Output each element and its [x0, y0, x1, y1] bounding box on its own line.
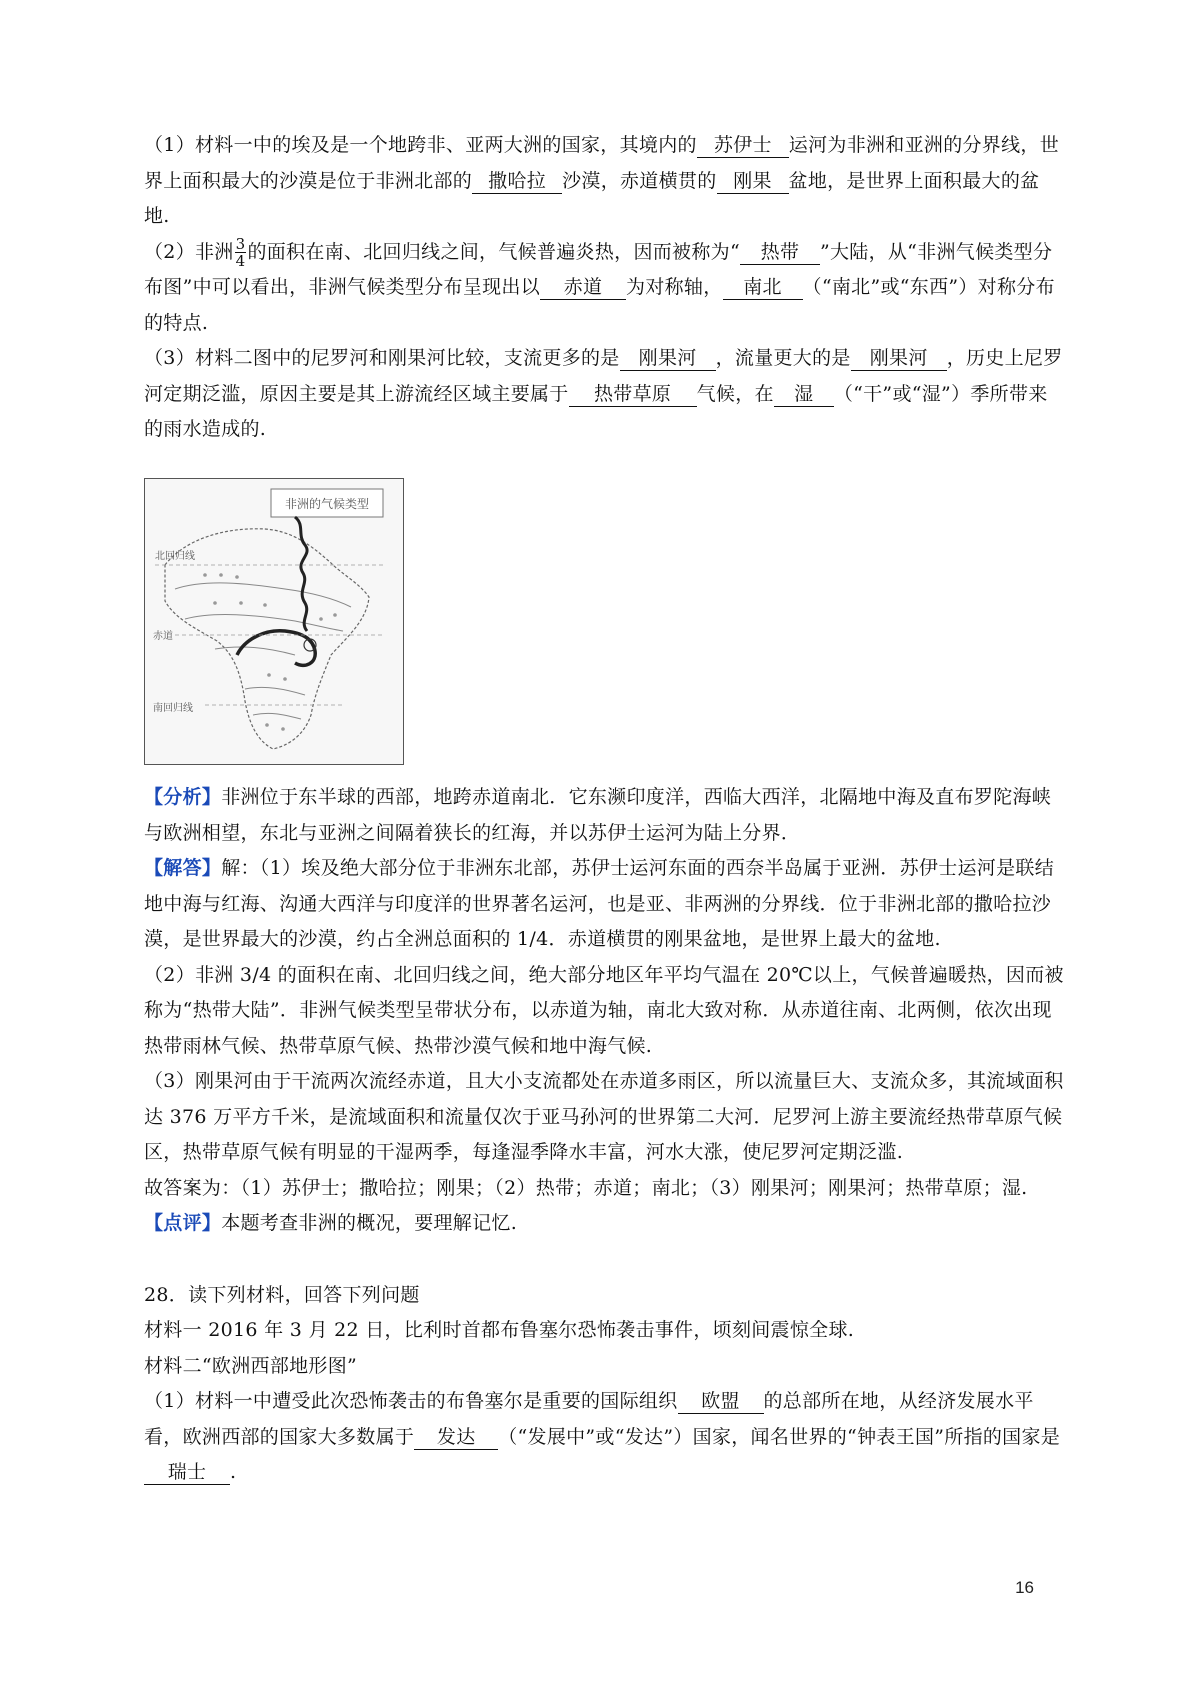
sub-question-3 — [144, 341, 1064, 448]
text: 气候，在 — [696, 382, 774, 405]
question-28-title: 28．读下列材料，回答下列问题 — [144, 1283, 420, 1306]
text: 运河为非洲和亚洲的分界线，世界上面积最大的沙漠是位于非洲北部的 — [144, 134, 1059, 192]
sub-question-2 — [144, 235, 1064, 342]
tropic-south-label: 南回归线 — [153, 703, 193, 714]
answer-blank: 刚果河 — [851, 346, 947, 371]
analysis-text: 非洲位于东半球的西部，地跨赤道南北．它东濒印度洋，西临大西洋，北隔地中海及直布罗陀海峡与欧洲相望，东北与亚洲之间隔着狭长的红海，并以苏伊士运河为陆上分界． — [144, 786, 1052, 844]
page-number: 16 — [1015, 1578, 1034, 1597]
text: （“干”或“湿”）季所带来的雨水造成的. — [144, 382, 1048, 440]
answer-blank: 赤道 — [540, 275, 626, 300]
answer-blank: 湿 — [774, 382, 834, 407]
answer-blank: 瑞士 — [144, 1460, 230, 1485]
text: （3）材料二图中的尼罗河和刚果河比较，支流更多的是 — [144, 347, 620, 369]
answer-paragraph-1 — [144, 851, 1064, 958]
answer-summary: 故答案为：（1）苏伊士；撒哈拉；刚果；（2）热带；赤道；南北；（3）刚果河；刚果河；热带草原；湿. — [144, 1176, 1028, 1199]
equator-label: 赤道 — [153, 631, 173, 642]
analysis-tag: 【分析】 — [144, 786, 222, 808]
fraction — [235, 236, 247, 269]
answer-blank: 刚果河 — [620, 346, 716, 371]
answer-blank: 热带草原 — [569, 382, 697, 407]
answer-paragraph-3: （3）刚果河由于干流两次流经赤道，且大小支流都处在赤道多雨区，所以流量巨大、支流众多，其流域面积达 376 万平方千米，是流域面积和流量仅次于亚马孙河的世界第二大河．尼罗河上游主要流经热带草原气候区，热带草原气候有明显的干湿两季，每逢湿季降水丰富，河水大涨，使尼罗河定期泛滥. — [144, 1070, 1064, 1163]
answer-blank: 南北 — [723, 275, 803, 300]
sub-question-1 — [144, 128, 1064, 235]
text: （2）非洲 — [144, 240, 234, 263]
answer-paragraph-2: （2）非洲 3/4 的面积在南、北回归线之间，绝大部分地区年平均气温在 20℃以上，气候普遍暖热，因而被称为“热带大陆”．非洲气候类型呈带状分布，以赤道为轴，南北大致对称．从赤道往南、北两侧，依次出现热带雨林气候、热带草原气候、热带沙漠气候和地中海气候. — [144, 963, 1064, 1057]
answer-blank: 欧盟 — [678, 1389, 764, 1414]
answer-text: 解：（1）埃及绝大部分位于非洲东北部，苏伊士运河东面的西奈半岛属于亚洲．苏伊士运河是联结地中海与红海、沟通大西洋与印度洋的世界著名运河，也是亚、非两洲的分界线．位于非洲北部的撒哈拉沙漠，是世界最大的沙漠，约占全洲总面积的 1/4．赤道横贯的刚果盆地，是世界上最大的盆地. — [144, 857, 1054, 950]
comment-paragraph — [144, 1206, 1064, 1242]
text: 盆地，是世界上面积最大的盆地. — [144, 169, 1040, 227]
text: ，流量更大的是 — [715, 347, 851, 369]
answer-blank: 撒哈拉 — [472, 169, 562, 194]
solution-block — [144, 780, 1064, 1491]
tropic-north-label: 北回归线 — [155, 551, 195, 562]
answer-blank: 苏伊士 — [697, 133, 789, 158]
answer-blank: 热带 — [740, 240, 820, 265]
question-block-27 — [144, 128, 1064, 448]
map-title: 非洲的气候类型 — [284, 497, 370, 511]
answer-tag: 【解答】 — [144, 857, 222, 879]
map-drawing — [145, 479, 403, 764]
text: 的面积在南、北回归线之间，气候普遍炎热，因而被称为“ — [247, 240, 740, 263]
text: 的总部所在地，从经济发展水平看，欧洲西部的国家大多数属于 — [144, 1390, 1034, 1448]
text: 为对称轴， — [626, 276, 723, 298]
question-28-sub-1 — [144, 1384, 1064, 1491]
material-2: 材料二“欧洲西部地形图” — [144, 1354, 358, 1377]
answer-blank: 发达 — [414, 1425, 498, 1450]
fraction-numerator: 3 — [235, 235, 246, 253]
text: （1）材料一中的埃及是一个地跨非、亚两大洲的国家，其境内的 — [144, 134, 697, 156]
africa-climate-map — [144, 478, 404, 765]
fraction-denominator: 4 — [235, 252, 246, 270]
text: 沙漠，赤道横贯的 — [562, 169, 717, 192]
text: ”大陆，从“非洲气候类型分布图”中可以看出，非洲气候类型分布呈现出以 — [144, 240, 1053, 298]
answer-blank: 刚果 — [717, 169, 789, 194]
text: （“南北”或“东西”）对称分布的特点. — [144, 276, 1055, 334]
comment-text: 本题考查非洲的概况，要理解记忆. — [221, 1212, 518, 1234]
text: . — [230, 1461, 237, 1483]
material-1: 材料一 2016 年 3 月 22 日，比利时首都布鲁塞尔恐怖袭击事件，顷刻间震惊全球. — [144, 1319, 855, 1341]
comment-tag: 【点评】 — [144, 1212, 222, 1234]
analysis-paragraph — [144, 780, 1064, 851]
text: （“发展中”或“发达”）国家，闻名世界的“钟表王国”所指的国家是 — [498, 1425, 1061, 1448]
text: ，历史上尼罗河定期泛滥，原因主要是其上游流经区域主要属于 — [144, 347, 1063, 405]
text: （1）材料一中遭受此次恐怖袭击的布鲁塞尔是重要的国际组织 — [144, 1390, 678, 1412]
